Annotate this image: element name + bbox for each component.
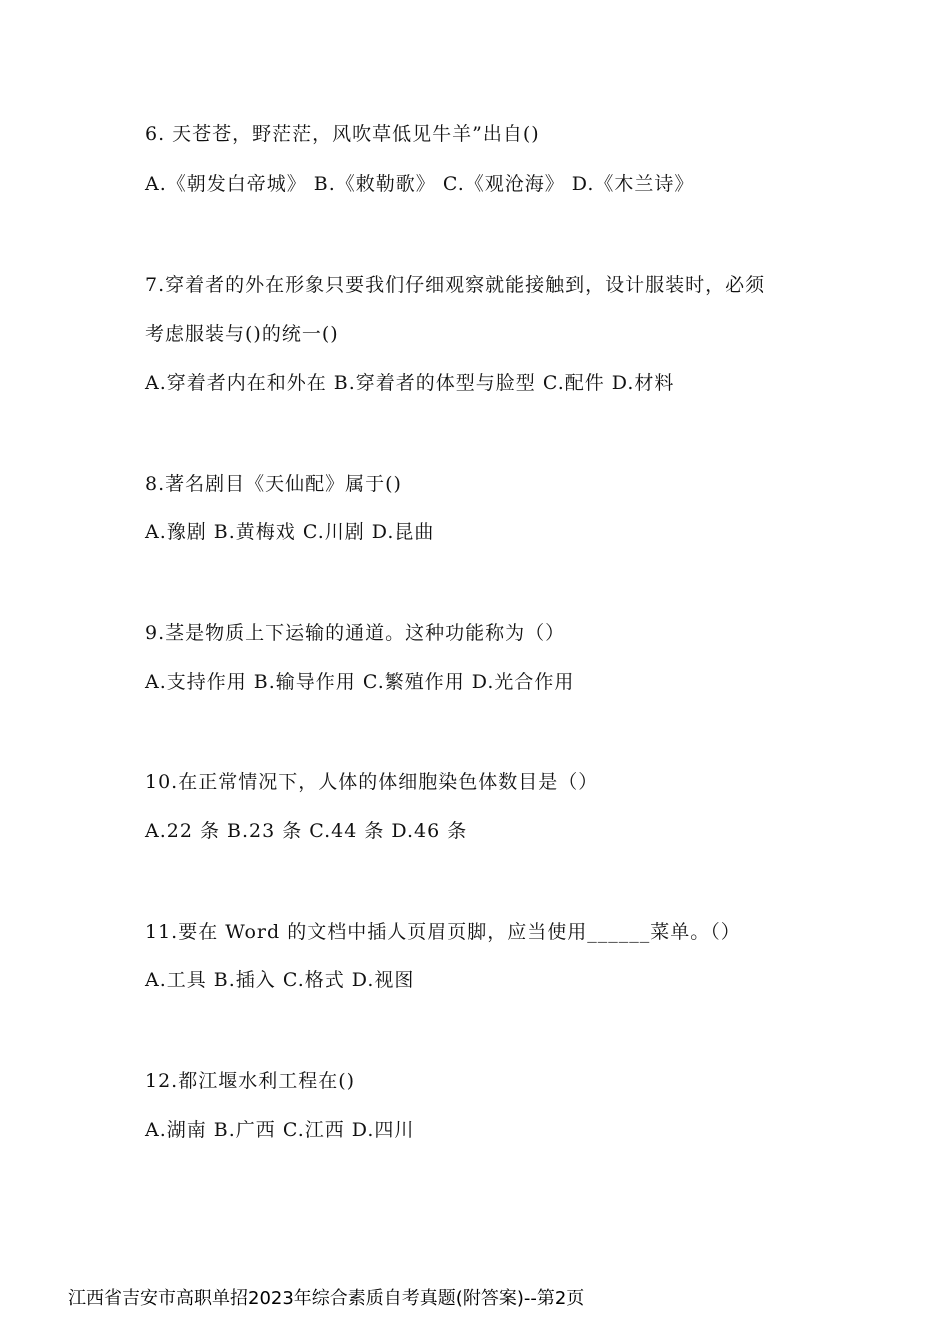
question-6-options: A.《朝发白帝城》 B.《敕勒歌》 C.《观沧海》 D.《木兰诗》: [145, 173, 695, 195]
question-8-stem: 8.著名剧目《天仙配》属于(): [145, 473, 402, 495]
question-7-stem-line-1: 7.穿着者的外在形象只要我们仔细观察就能接触到，设计服装时，必须: [145, 274, 766, 296]
question-7-stem-line-2: 考虑服装与()的统一(): [145, 323, 339, 345]
question-8-options: A.豫剧 B.黄梅戏 C.川剧 D.昆曲: [145, 521, 435, 543]
question-10-stem: 10.在正常情况下，人体的体细胞染色体数目是（）: [145, 771, 599, 793]
question-12-options: A.湖南 B.广西 C.江西 D.四川: [145, 1119, 415, 1141]
page-footer: 江西省吉安市高职单招2023年综合素质自考真题(附答案)--第2页: [68, 1288, 585, 1309]
question-12-stem: 12.都江堰水利工程在(): [145, 1070, 356, 1092]
question-10-options: A.22 条 B.23 条 C.44 条 D.46 条: [145, 820, 468, 842]
question-6-stem: 6. 天苍苍，野茫茫，风吹草低见牛羊”出自(): [145, 123, 540, 145]
question-9-stem: 9.茎是物质上下运输的通道。这种功能称为（）: [145, 622, 566, 644]
question-11-stem: 11.要在 Word 的文档中插人页眉页脚，应当使用______菜单。（）: [145, 921, 741, 943]
question-7-options: A.穿着者内在和外在 B.穿着者的体型与脸型 C.配件 D.材料: [145, 372, 675, 394]
question-11-options: A.工具 B.插入 C.格式 D.视图: [145, 969, 415, 991]
question-9-options: A.支持作用 B.输导作用 C.繁殖作用 D.光合作用: [145, 671, 575, 693]
